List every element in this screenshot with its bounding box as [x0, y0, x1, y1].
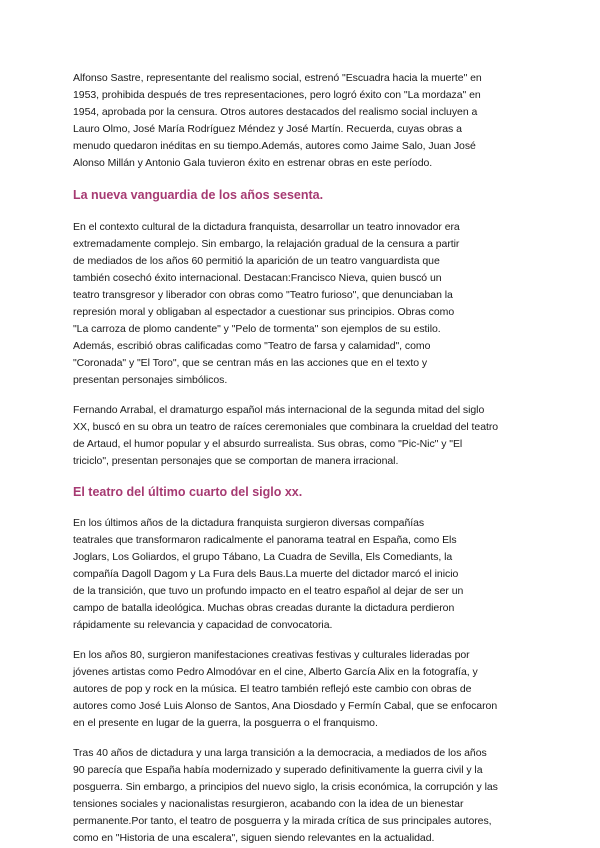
- text-line: de Artaud, el humor popular y el absurdo surrealista. Sus obras, como "Pic-Nic" y "El: [73, 438, 463, 450]
- text-line: 1953, prohibida después de tres representaciones, pero logró éxito con "La mordaza" en: [73, 89, 481, 101]
- text-line: 1954, aprobada por la censura. Otros autores destacados del realismo social incluyen a: [73, 106, 478, 118]
- text-line: también cosechó éxito internacional. Destacan:Francisco Nieva, quien buscó un: [73, 272, 442, 284]
- document-page: [73, 70, 528, 847]
- text-line: menudo quedaron inéditas en su tiempo.Además, autores como Jaime Salo, Juan José: [73, 140, 476, 152]
- section-heading-vanguardia: La nueva vanguardia de los años sesenta.: [73, 188, 324, 202]
- text-line: En el contexto cultural de la dictadura franquista, desarrollar un teatro innovador era: [73, 221, 460, 233]
- text-line: tensiones sociales y nacionalistas resurgieron, acabando con la idea de un bienestar: [73, 798, 464, 810]
- text-line: represión moral y obligaban al espectador a cuestionar sus principios. Obras como: [73, 306, 455, 318]
- paragraph-democracia: [73, 745, 528, 847]
- text-line: Tras 40 años de dictadura y una larga transición a la democracia, a mediados de los años: [73, 747, 487, 759]
- text-line: rápidamente su relevancia y capacidad de convocatoria.: [73, 619, 333, 631]
- text-line: permanente.Por tanto, el teatro de posguerra y la mirada crítica de sus principales autores,: [73, 815, 492, 827]
- paragraph-realismo-social: [73, 70, 528, 172]
- text-line: "La carroza de plomo candente" y "Pelo de tormenta" son ejemplos de su estilo.: [73, 323, 441, 335]
- text-line: campo de batalla ideológica. Muchas obras creadas durante la dictadura perdieron: [73, 602, 455, 614]
- section-heading-ultimo-cuarto: El teatro del último cuarto del siglo xx.: [73, 485, 303, 499]
- text-line: triciclo", presentan personajes que se comportan de manera irracional.: [73, 455, 399, 467]
- text-line: 90 parecía que España había modernizado y superado definitivamente la guerra civil y la: [73, 764, 483, 776]
- text-line: En los años 80, surgieron manifestaciones creativas festivas y culturales lideradas por: [73, 649, 470, 661]
- text-line: como en "Historia de una escalera", siguen siendo relevantes en la actualidad.: [73, 832, 435, 844]
- text-line: compañía Dagoll Dagom y La Fura dels Baus.La muerte del dictador marcó el inicio: [73, 568, 459, 580]
- paragraph-arrabal: [73, 402, 528, 470]
- text-line: teatrales que transformaron radicalmente el panorama teatral en España, como Els: [73, 534, 457, 546]
- text-line: Lauro Olmo, José María Rodríguez Méndez y José Martín. Recuerda, cuyas obras a: [73, 123, 462, 135]
- paragraph-anos-80: [73, 647, 528, 732]
- text-line: En los últimos años de la dictadura franquista surgieron diversas compañías: [73, 517, 425, 529]
- text-line: jóvenes artistas como Pedro Almodóvar en el cine, Alberto García Alix en la fotografía, y: [73, 666, 478, 678]
- paragraph-companias: [73, 515, 528, 634]
- text-line: Alfonso Sastre, representante del realismo social, estrenó "Escuadra hacia la muerte" en: [73, 72, 482, 84]
- text-line: Joglars, Los Goliardos, el grupo Tábano, La Cuadra de Sevilla, Els Comediants, la: [73, 551, 453, 563]
- text-line: extremadamente complejo. Sin embargo, la relajación gradual de la censura a partir: [73, 238, 460, 250]
- text-line: en el presente en lugar de la guerra, la posguerra o el franquismo.: [73, 717, 378, 729]
- paragraph-vanguardia: [73, 219, 528, 389]
- text-line: "Coronada" y "El Toro", que se centran más en las acciones que en el texto y: [73, 357, 428, 369]
- text-line: Alonso Millán y Antonio Gala tuvieron éxito en estrenar obras en este período.: [73, 157, 433, 169]
- text-line: autores como José Luis Alonso de Santos, Ana Diosdado y Fermín Cabal, que se enfocaron: [73, 700, 498, 712]
- text-line: presentan personajes simbólicos.: [73, 374, 228, 386]
- text-line: teatro transgresor y liberador con obras como "Teatro furioso", que denunciaban la: [73, 289, 453, 301]
- text-line: Fernando Arrabal, el dramaturgo español más internacional de la segunda mitad del siglo: [73, 404, 485, 416]
- text-line: de mediados de los años 60 permitió la aparición de un teatro vanguardista que: [73, 255, 440, 267]
- text-line: XX, buscó en su obra un teatro de raíces ceremoniales que combinara la crueldad del teatro: [73, 421, 499, 433]
- text-line: de la transición, que tuvo un profundo impacto en el teatro español al dejar de ser un: [73, 585, 464, 597]
- text-line: posguerra. Sin embargo, a principios del nuevo siglo, la crisis económica, la corrupción y las: [73, 781, 498, 793]
- text-line: autores de pop y rock en la música. El teatro también reflejó este cambio con obras de: [73, 683, 472, 695]
- text-line: Además, escribió obras calificadas como "Teatro de farsa y calamidad", como: [73, 340, 431, 352]
